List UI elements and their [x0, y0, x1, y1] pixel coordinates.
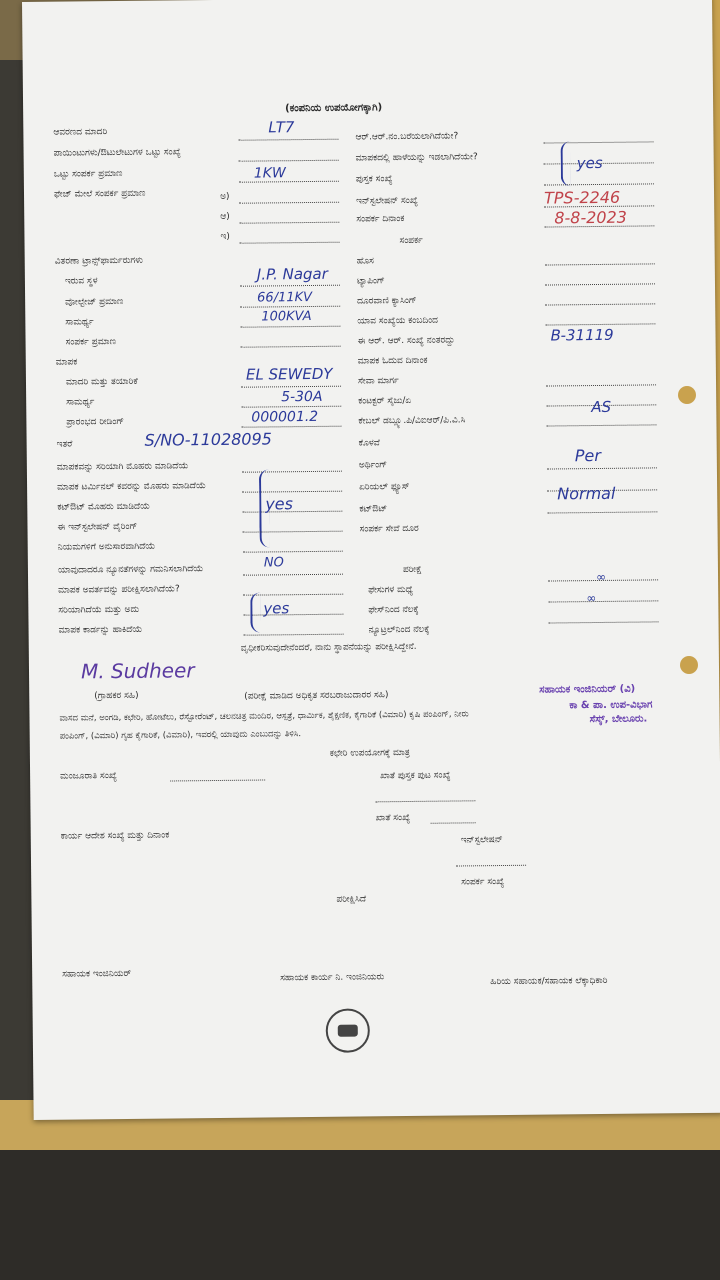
- consumer-sign-label: (ಗ್ರಾಹಕರ ಸಹಿ): [94, 690, 139, 702]
- transformer-location-label: ಇರುವ ಸ್ಥಳ: [64, 276, 98, 287]
- terminal-cover-sealed-label: ಮಾಪಕ ಟರ್ಮಿನಲ್ ಕವರನ್ನು ಮೊಹರು ಮಾಡಿದೆಯೆ: [57, 481, 207, 493]
- phase-mark-c: ಇ): [220, 231, 230, 242]
- initial-reading-value: 000001.2: [251, 408, 319, 426]
- telephone-casing-label: ದೂರವಾಣಿ ಕ್ಯಾಸಿಂಗ್: [357, 295, 417, 307]
- rules-compliant-label: ನಿಯಮಗಳಿಗೆ ಅನುಸಾರವಾಗಿದೆಯೆ: [57, 541, 156, 553]
- transformer-voltage-value: 66/11KV: [257, 289, 313, 306]
- meter-serial-value: S/NO-11028095: [144, 429, 273, 450]
- ledger-page-label: ಖಾತೆ ಪುಸ್ತಕ ಪುಟ ಸಂಖ್ಯೆ: [380, 770, 451, 782]
- correct-label: ಸರಿಯಾಗಿದೆಯೆ ಮತ್ತು ಅದು: [58, 604, 140, 616]
- initial-reading-label: ಪ್ರಾರಂಭದ ರೀಡಿಂಗ್: [66, 416, 125, 428]
- transformer-capacity-label: ಸಾಮರ್ಥ್ಯ: [65, 317, 94, 328]
- premises-type-label: ಆವರಣದ ಮಾದರಿ: [53, 127, 108, 138]
- book-number-label: ಪುಸ್ತಕ ಸಂಖ್ಯೆ: [355, 174, 393, 185]
- tapping-label: ಟ್ಯಾಪಿಂಗ್: [356, 276, 385, 287]
- total-load-value: 1KW: [253, 165, 286, 182]
- meter-make-value: EL SEWEDY: [245, 364, 333, 384]
- company-seal-icon: [326, 1008, 370, 1052]
- new-label: ಹೊಸ: [356, 256, 374, 267]
- meter-card-label: ಮಾಪಕ ಕಾರ್ಡನ್ನು ಹಾಕಿದೆಯೆ: [58, 624, 143, 636]
- test-heading: ಪರೀಕ್ಷೆ: [402, 564, 422, 576]
- tester-sign-label: (ಪರೀಕ್ಷೆ ಮಾಡಿದ ಅಧಿಕೃತ ಸರಬರಾಜುದಾರರ ಸಹಿ): [244, 690, 389, 702]
- meter-capacity-label: ಸಾಮರ್ಥ್ಯ: [66, 397, 95, 408]
- previous-rr-value: B-31119: [550, 325, 614, 345]
- premises-type-value: LT7: [268, 118, 295, 137]
- transformer-capacity-value: 100KVA: [261, 308, 312, 325]
- meter-sealed-label: ಮಾಪಕವನ್ನು ಸರಿಯಾಗಿ ಮೊಹರು ಮಾಡಿದೆಯೆ: [56, 461, 189, 473]
- work-order-label: ಕಾರ್ಯ ಆದೇಶ ಸಂಖ್ಯೆ ಮತ್ತು ದಿನಾಂಕ: [60, 830, 170, 842]
- between-phases-label: ಫೇಸುಗಳ ಮಧ್ಯೆ: [368, 584, 414, 596]
- checks-2-value: yes: [263, 599, 290, 618]
- meter-heading: ಮಾಪಕ: [55, 357, 78, 368]
- premises-text-1: ವಾಸದ ಮನೆ, ಅಂಗಡಿ, ಕಛೇರಿ, ಹೋಟೆಲು, ರೆಸ್ಟೋರೆಂಟ್, ಚಲನಚಿತ್ರ ಮಂದಿರ, ಆಸ್ಪತ್ರೆ, ಧಾರ್ಮಿಕ, ಶೈಕ್ಷಣಿಕ, ಕೈಗಾರಿಕೆ (ವಿಮಾರಿ) ಕೃಷಿ ಪಂಪಿಂಗ್, ನೀರು: [59, 709, 469, 724]
- meter-sheet-label: ಮಾಪಕದಲ್ಲಿ ಹಾಳೆಯನ್ನು ಇಡಲಾಗಿದೆಯೇ?: [355, 152, 478, 164]
- previous-rr-label: ಈ ಆರ್. ಆರ್. ಸಂಖ್ಯೆ ನಂತರದ್ದು: [357, 335, 455, 347]
- checks-value: yes: [265, 494, 294, 514]
- phase-earth-label: ಫೇಸ್‌ನಿಂದ ನೆಲಕ್ಕೆ: [368, 604, 419, 616]
- installation-number-label: ಇನ್‌ಸ್ಟಲೇಷನ್ ಸಂಖ್ಯೆ: [356, 195, 418, 207]
- cutout-value: Normal: [557, 483, 616, 504]
- premises-text-2: ಪಂಪಿಂಗ್, (ವಿಮಾರಿ) ಗೃಹ ಕೈಗಾರಿಕೆ, (ವಿಮಾರಿ), ಇವರಲ್ಲಿ ಯಾವುದು ಎಂಬುದನ್ನು ತಿಳಿಸಿ.: [59, 729, 302, 742]
- transformer-heading: ವಿತರಣಾ ಟ್ರಾನ್ಸ್‌ಫಾರ್ಮರುಗಳು: [54, 255, 144, 267]
- defects-value: NO: [263, 555, 284, 571]
- transformer-voltage-label: ವೋಲ್ಟೇಜ್ ಪ್ರಮಾಣ: [65, 296, 124, 308]
- cutout-sealed-label: ಕಟ್‌ಔಟ್ ಮೊಹರು ಮಾಡಿದೆಯೆ: [57, 501, 151, 513]
- sanction-number-label: ಮಂಜೂರಾತಿ ಸಂಖ್ಯೆ: [60, 771, 117, 782]
- defects-label: ಯಾವುದಾದರೂ ನ್ಯೂನತೆಗಳನ್ನು ಗಮನಿಸಲಾಗಿದೆಯೆ: [57, 564, 204, 576]
- transformer-location-value: J.P. Nagar: [256, 264, 328, 284]
- earthing-value: Per: [574, 445, 601, 466]
- account-number-label: ಖಾತೆ ಸಂಖ್ಯೆ: [375, 812, 411, 824]
- connection-date-label: ಸಂಪರ್ಕ ದಿನಾಂಕ: [356, 214, 405, 225]
- phase-load-label: ಫೇಜ್ ಮೇಲೆ ಸಂಪರ್ಕ ಪ್ರಮಾಣ: [53, 188, 146, 200]
- engineer-stamp-line2: ಕಾ & ಪಾ. ಉಪ-ವಿಭಾಗ: [569, 699, 653, 712]
- connection-label: ಸಂಪರ್ಕ: [399, 235, 423, 247]
- phase-mark-b: ಆ): [220, 211, 230, 222]
- installation-label: ಇನ್‌ಸ್ಟಲೇಷನ್: [460, 835, 503, 846]
- pole-number-label: ಯಾವ ಸಂಖ್ಯೆಯ ಕಂಬದಿಂದ: [357, 315, 439, 327]
- cable-type-label: ಕೇಬಲ್ ಡಬ್ಲ್ಯೂ.ಪಿ/ವಿಐಆರ್/ಪಿ.ವಿ.ಸಿ: [358, 415, 466, 427]
- connection-number-label: ಸಂಪರ್ಕ ಸಂಖ್ಯೆ: [461, 876, 505, 888]
- aerial-fuse-label: ಏರಿಯಲ್ ಫ್ಯೂಸ್: [359, 481, 410, 493]
- engineer-stamp-line3: ಸೆಸ್ಕ್, ಬೇಲೂರು.: [589, 713, 648, 726]
- transformer-load-label: ಸಂಪರ್ಕ ಪ್ರಮಾಣ: [65, 337, 117, 348]
- total-load-label: ಒಟ್ಟು ಸಂಪರ್ಕ ಪ್ರಮಾಣ: [53, 168, 123, 180]
- conductor-size-label: ಕಂಟಕ್ಟರ್ ಸೈಜು/ಏ: [358, 395, 412, 407]
- form-title: (ಕಂಪನಿಯ ಉಪಯೋಗಕ್ಕಾಗಿ): [285, 102, 383, 115]
- punch-hole-icon: [680, 656, 698, 674]
- aee-label: ಸಹಾಯಕ ಕಾರ್ಯ ನಿ. ಇಂಜಿನಿಯರು: [280, 972, 385, 984]
- ae-label: ಸಹಾಯಕ ಇಂಜಿನಿಯರ್: [62, 968, 132, 980]
- cutout-label: ಕಟ್‌ಔಟ್: [359, 504, 388, 515]
- points-count-label: ಪಾಯಿಂಟುಗಳು/ಔಟುಲೇಟುಗಳ ಒಟ್ಟು ಸಂಖ್ಯೆ: [53, 147, 181, 159]
- installation-number-value: TPS-2246: [543, 187, 621, 208]
- accounts-label: ಹಿರಿಯ ಸಹಾಯಕ/ಸಹಾಯಕ ಲೆಕ್ಕಾಧಿಕಾರಿ: [490, 975, 608, 988]
- neutral-earth-label: ನ್ಯೂಟ್ರಲ್‌ನಿಂದ ನೆಲಕ್ಕೆ: [368, 624, 430, 636]
- wiring-label: ಈ ಇನ್‌ಸ್ಟಲೇಷನ್ ವೈರಿಂಗ್: [57, 521, 138, 533]
- meter-frequency-label: ಮಾಪಕ ಅವರ್ತವನ್ನು ಪರೀಕ್ಷಿಸಲಾಗಿದೆಯೆ?: [58, 584, 180, 596]
- rr-written-label: ಆರ್.ಆರ್.ನಂ.ಬರೆಯಲಾಗಿದೆಯೇ?: [355, 131, 459, 143]
- cable-type-value: AS: [591, 397, 612, 417]
- service-distance-label: ಸಂಪರ್ಕ ಸೇವೆ ದೂರ: [359, 523, 419, 535]
- other-label: ಇತರೆ: [56, 439, 73, 450]
- phase-mark-a: ಅ): [219, 191, 230, 202]
- meter-capacity-value: 5-30A: [281, 388, 323, 406]
- meter-read-date-label: ಮಾಪಕ ಓದುವ ದಿನಾಂಕ: [357, 355, 428, 367]
- meter-make-label: ಮಾದರಿ ಮತ್ತು ತಯಾರಿಕೆ: [65, 376, 138, 388]
- service-line-label: ಸೇವಾ ಮಾರ್ಗ: [357, 376, 399, 387]
- conduit-label: ಕೊಳವೆ: [358, 438, 380, 449]
- background-bottom: [0, 1150, 720, 1280]
- punch-hole-icon: [678, 386, 696, 404]
- meter-sheet-value: yes: [576, 153, 603, 173]
- consumer-signature: M. Sudheer: [80, 658, 195, 684]
- certification-text: ವೃಧೀಕರಿಸುವುದೇನೆಂದರೆ, ನಾನು ಸ್ಥಾಪನೆಯನ್ನು ಪರೀಕ್ಷಿಸಿದ್ದೇನೆ.: [240, 641, 417, 654]
- phase-earth-value: ∞: [586, 591, 597, 606]
- connection-date-value: 8-8-2023: [554, 207, 628, 228]
- engineer-stamp: ಸಹಾಯಕ ಇಂಜಿನಿಯರ್ (ವಿ): [539, 683, 636, 696]
- office-use-heading: ಕಛೇರಿ ಉಪಯೋಗಕ್ಕೆ ಮಾತ್ರ: [329, 747, 410, 759]
- form-sheet: [22, 0, 720, 1120]
- earthing-label: ಅರ್ಥಿಂಗ್: [358, 460, 388, 471]
- checked-label: ಪರೀಕ್ಷಿಸಿದೆ: [336, 894, 367, 905]
- between-phases-value: ∞: [595, 569, 607, 585]
